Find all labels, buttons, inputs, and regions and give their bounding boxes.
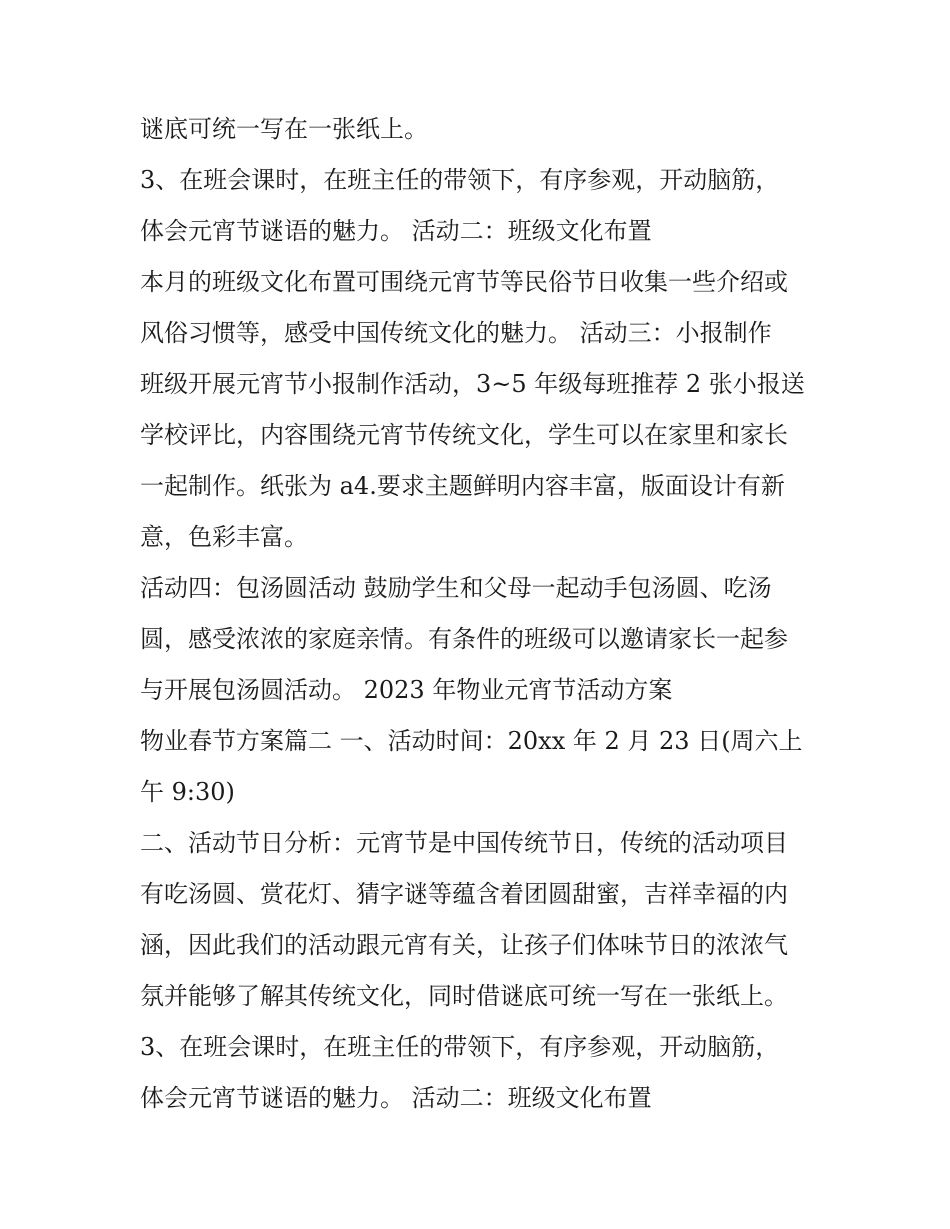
text-line: 涵，因此我们的活动跟元宵有关，让孩子们体味节日的浓浓气 bbox=[140, 931, 788, 959]
text-line: 谜底可统一写在一张纸上。 bbox=[140, 115, 428, 143]
text-line: 风俗习惯等，感受中国传统文化的魅力。 活动三：小报制作 bbox=[140, 319, 772, 347]
text-line: 有吃汤圆、赏花灯、猜字谜等蕴含着团圆甜蜜，吉祥幸福的内 bbox=[140, 880, 788, 908]
text-line: 物业春节方案篇二 一、活动时间：20xx 年 2 月 23 日(周六上 bbox=[140, 727, 803, 755]
text-line: 3、在班会课时，在班主任的带领下，有序参观，开动脑筋， bbox=[140, 1033, 780, 1061]
text-line: 体会元宵节谜语的魅力。 活动二：班级文化布置 bbox=[140, 217, 652, 245]
text-line: 二、活动节日分析：元宵节是中国传统节日，传统的活动项目 bbox=[140, 829, 788, 857]
document-body bbox=[140, 104, 820, 1124]
text-line: 本月的班级文化布置可围绕元宵节等民俗节日收集一些介绍或 bbox=[140, 268, 788, 296]
text-line: 氛并能够了解其传统文化，同时借谜底可统一写在一张纸上。 bbox=[140, 982, 788, 1010]
text-line: 圆，感受浓浓的家庭亲情。有条件的班级可以邀请家长一起参 bbox=[140, 625, 788, 653]
text-line: 午 9:30) bbox=[140, 778, 235, 806]
text-line: 与开展包汤圆活动。 2023 年物业元宵节活动方案 bbox=[140, 676, 673, 704]
text-line: 体会元宵节谜语的魅力。 活动二：班级文化布置 bbox=[140, 1084, 652, 1112]
text-line: 一起制作。纸张为 a4.要求主题鲜明内容丰富，版面设计有新 bbox=[140, 472, 785, 500]
text-line: 意，色彩丰富。 bbox=[140, 523, 308, 551]
text-line: 班级开展元宵节小报制作活动，3~5 年级每班推荐 2 张小报送 bbox=[140, 370, 805, 398]
text-line: 活动四：包汤圆活动 鼓励学生和父母一起动手包汤圆、吃汤 bbox=[140, 574, 772, 602]
text-line: 学校评比，内容围绕元宵节传统文化，学生可以在家里和家长 bbox=[140, 421, 788, 449]
text-line: 3、在班会课时，在班主任的带领下，有序参观，开动脑筋， bbox=[140, 166, 780, 194]
